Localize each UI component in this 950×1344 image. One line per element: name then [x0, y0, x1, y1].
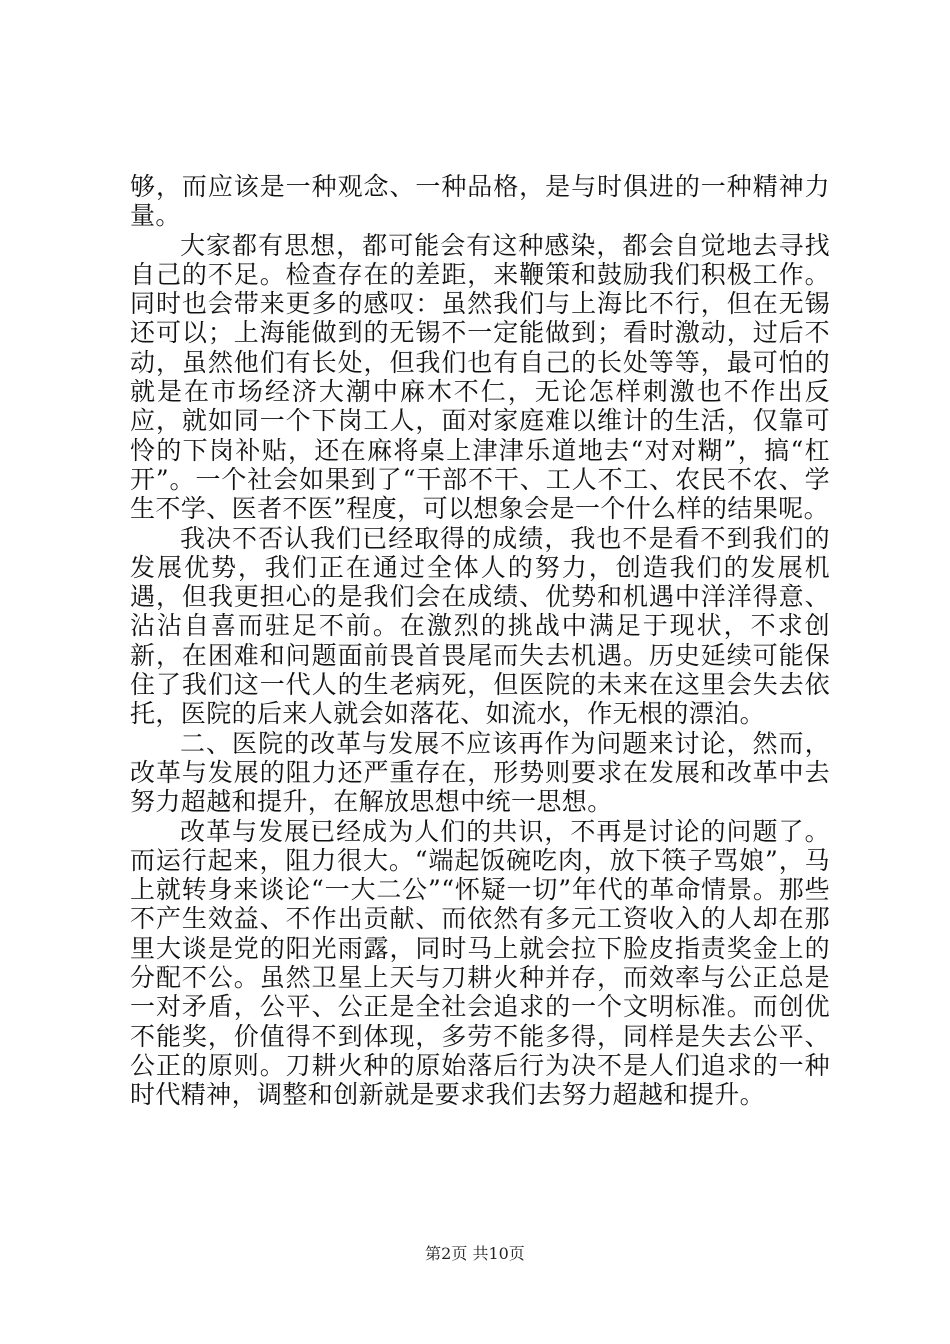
- document-body: [130, 172, 830, 1110]
- section-heading-paragraph: 二、医院的改革与发展不应该再作为问题来讨论，然而，改革与发展的阻力还严重存在，形势则要求在发展和改革中去努力超越和提升，在解放思想中统一思想。: [130, 728, 830, 817]
- page-footer: [0, 1244, 950, 1264]
- paragraph-continuation: 够，而应该是一种观念、一种品格，是与时俱进的一种精神力量。: [130, 172, 830, 231]
- paragraph: 我决不否认我们已经取得的成绩，我也不是看不到我们的发展优势，我们正在通过全体人的努力，创造我们的发展机遇，但我更担心的是我们会在成绩、优势和机遇中洋洋得意、沾沾自喜而驻足不前。在激烈的挑战中满足于现状，不求创新，在困难和问题面前畏首畏尾而失去机遇。历史延续可能保住了我们这一代人的生老病死，但医院的未来在这里会失去依托，医院的后来人就会如落花、如流水，作无根的漂泊。: [130, 523, 830, 729]
- paragraph: 改革与发展已经成为人们的共识，不再是讨论的问题了。而运行起来，阻力很大。“端起饭碗吃肉，放下筷子骂娘”，马上就转身来谈论“一大二公”“怀疑一切”年代的革命情景。那些不产生效益、不作出贡献、而依然有多元工资收入的人却在那里大谈是党的阳光雨露，同时马上就会拉下脸皮指责奖金上的分配不公。虽然卫星上天与刀耕火种并存，而效率与公正总是一对矛盾，公平、公正是全社会追求的一个文明标准。而创优不能奖，价值得不到体现，多劳不能多得，同样是失去公平、公正的原则。刀耕火种的原始落后行为决不是人们追求的一种时代精神，调整和创新就是要求我们去努力超越和提升。: [130, 816, 830, 1110]
- paragraph: 大家都有思想，都可能会有这种感染，都会自觉地去寻找自己的不足。检查存在的差距，来鞭策和鼓励我们积极工作。同时也会带来更多的感叹：虽然我们与上海比不行，但在无锡还可以；上海能做到的无锡不一定能做到；看时激动，过后不动，虽然他们有长处，但我们也有自己的长处等等，最可怕的就是在市场经济大潮中麻木不仁，无论怎样刺激也不作出反应，就如同一个下岗工人，面对家庭难以维计的生活，仅靠可怜的下岗补贴，还在麻将桌上津津乐道地去“对对糊”，搞“杠开”。一个社会如果到了“干部不干、工人不工、农民不农、学生不学、医者不医”程度，可以想象会是一个什么样的结果呢。: [130, 230, 830, 524]
- page-number: 第2页 共10页: [425, 1244, 525, 1263]
